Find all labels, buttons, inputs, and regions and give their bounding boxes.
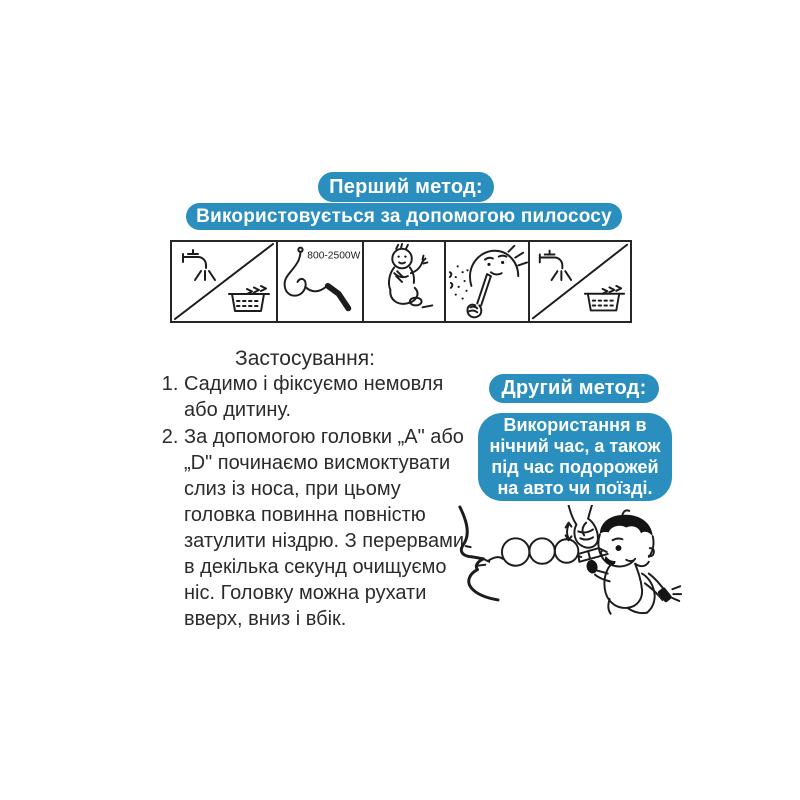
vacuum-hose-power-icon xyxy=(276,242,362,321)
adult-profile-face xyxy=(460,507,498,600)
usage-title: Застосування: xyxy=(235,347,375,370)
child-nasal-suction-icon xyxy=(444,242,528,321)
usage-step-1 xyxy=(184,371,476,423)
usage-step-1-text: Садимо і фіксуємо немовля або дитину. xyxy=(184,373,444,421)
no-tap-water-no-boiling-icon xyxy=(172,242,276,321)
usage-steps-list xyxy=(158,371,476,633)
second-method-badge: Другий метод: xyxy=(489,374,659,403)
baby-figure xyxy=(585,510,681,613)
mouth-suction-illustration xyxy=(453,505,688,625)
usage-step-2-text: За допомогою головки „А" або „D" починаємо висмоктувати слиз із носа, при цьому головка повинна повністю затулити ніздрю. З перервами в декілька секунд очищуємо ніс. Головку можна рухати вверх, вниз і вбік. xyxy=(184,426,465,630)
seated-baby-icon xyxy=(362,242,444,321)
second-method-description: Використання в нічний час, а також під час подорожей на авто чи поїзді. xyxy=(478,413,672,501)
usage-step-2 xyxy=(184,424,476,632)
mouth-suction-drawing xyxy=(453,505,688,623)
motion-arrow-icon xyxy=(566,523,572,541)
first-method-badge: Перший метод: xyxy=(318,172,494,202)
coiled-tube xyxy=(488,538,581,565)
no-tap-water-no-boiling-icon xyxy=(528,242,630,321)
first-method-banner: Використовується за допомогою пилососу xyxy=(186,203,622,230)
pictogram-strip xyxy=(170,240,632,323)
power-rating-label: 800-2500W xyxy=(307,250,361,262)
